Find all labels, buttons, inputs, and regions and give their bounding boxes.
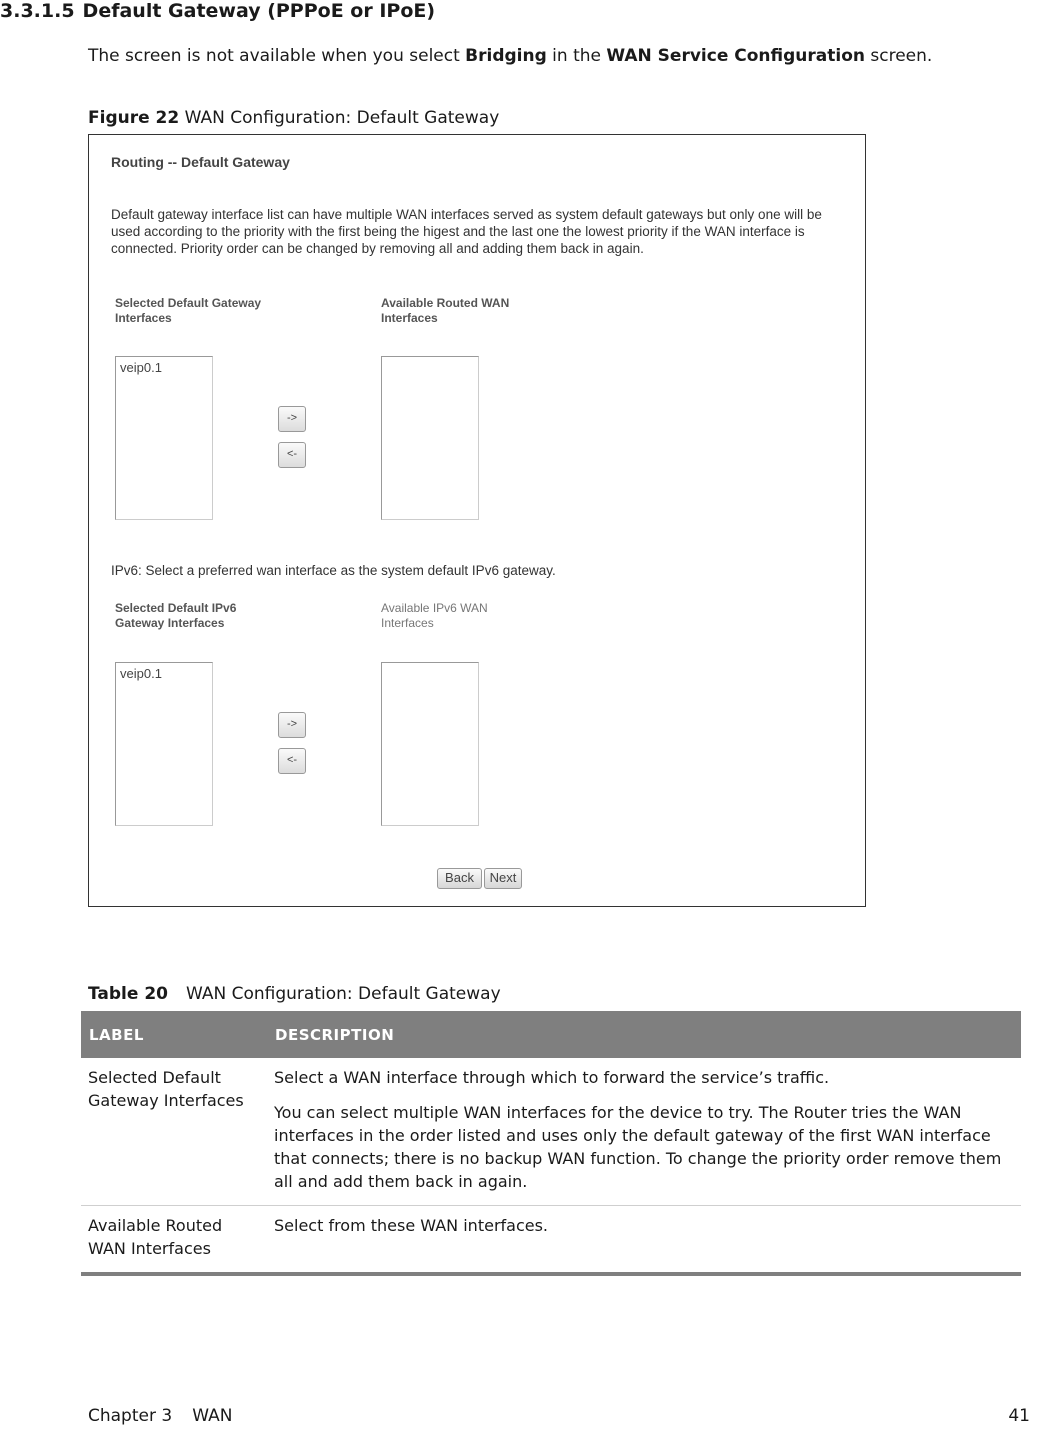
table-label: Table 20 [88,984,168,1004]
move-left-button[interactable]: <- [278,442,306,468]
table-header-row [81,1011,1021,1058]
section-heading [0,0,435,22]
intro-bold-bridging: Bridging [465,46,547,66]
available-ipv6-wan-listbox[interactable] [381,662,479,826]
row-label: Available Routed WAN Interfaces [81,1206,267,1275]
table-row [81,1206,1021,1275]
figure-caption [88,108,499,128]
available-wan-label: Available Routed WAN Interfaces [381,296,510,325]
next-button[interactable]: Next [484,868,522,889]
page-number: 41 [1008,1406,1030,1426]
list-item[interactable]: veip0.1 [120,666,162,681]
header-description: DESCRIPTION [267,1011,1021,1058]
intro-text: The screen is not available when you select [88,46,466,66]
selected-gateway-listbox[interactable] [115,356,213,520]
intro-bold-screen: WAN Service Configuration [606,46,865,66]
figure-label: Figure 22 [88,108,180,128]
ui-description: Default gateway interface list can have multiple WAN interfaces served as system default gateways but only one will be used according to the priority with the first being the higest and the last one the lowest priority if the WAN interface is connected. Priority order can be changed by removing all and adding them back in again. [111,207,822,256]
ipv6-note: IPv6: Select a preferred wan interface as the system default IPv6 gateway. [111,563,556,578]
header-label: LABEL [81,1011,267,1058]
row-description: Select a WAN interface through which to forward the service’s traffic. You can select multiple WAN interfaces for the device to try. The Router tries the WAN interfaces in the order listed and uses only the default gateway of the first WAN interface that connects; there is no backup WAN function. To change the priority order remove them all and add them back in again. [267,1058,1021,1206]
ui-page-title: Routing -- Default Gateway [111,154,290,170]
intro-text-end: screen. [865,46,933,66]
selected-gateway-label: Selected Default Gateway Interfaces [115,296,262,325]
section-title: Default Gateway (PPPoE or IPoE) [82,0,436,22]
move-right-button[interactable]: -> [278,406,306,432]
ipv6-move-right-button[interactable]: -> [278,712,306,738]
page-footer-chapter: Chapter 3 WAN [88,1406,233,1426]
ipv6-move-left-button[interactable]: <- [278,748,306,774]
description-table [81,1011,1021,1276]
row-description: Select from these WAN interfaces. [267,1206,1021,1275]
intro-paragraph [88,46,932,66]
table-caption-text: WAN Configuration: Default Gateway [185,984,501,1004]
table-caption [88,984,501,1004]
list-item[interactable]: veip0.1 [120,360,162,375]
selected-ipv6-gateway-label: Selected Default IPv6 Gateway Interfaces [115,601,237,630]
table-row [81,1058,1021,1206]
figure-screenshot [88,134,866,907]
row-label: Selected Default Gateway Interfaces [81,1058,267,1206]
selected-ipv6-gateway-listbox[interactable] [115,662,213,826]
section-number: 3.3.1.5 [0,0,75,22]
back-button[interactable]: Back [437,868,482,889]
figure-caption-text: WAN Configuration: Default Gateway [184,108,500,128]
intro-text-mid: in the [546,46,607,66]
available-ipv6-wan-label: Available IPv6 WAN Interfaces [381,601,488,630]
available-wan-listbox[interactable] [381,356,479,520]
